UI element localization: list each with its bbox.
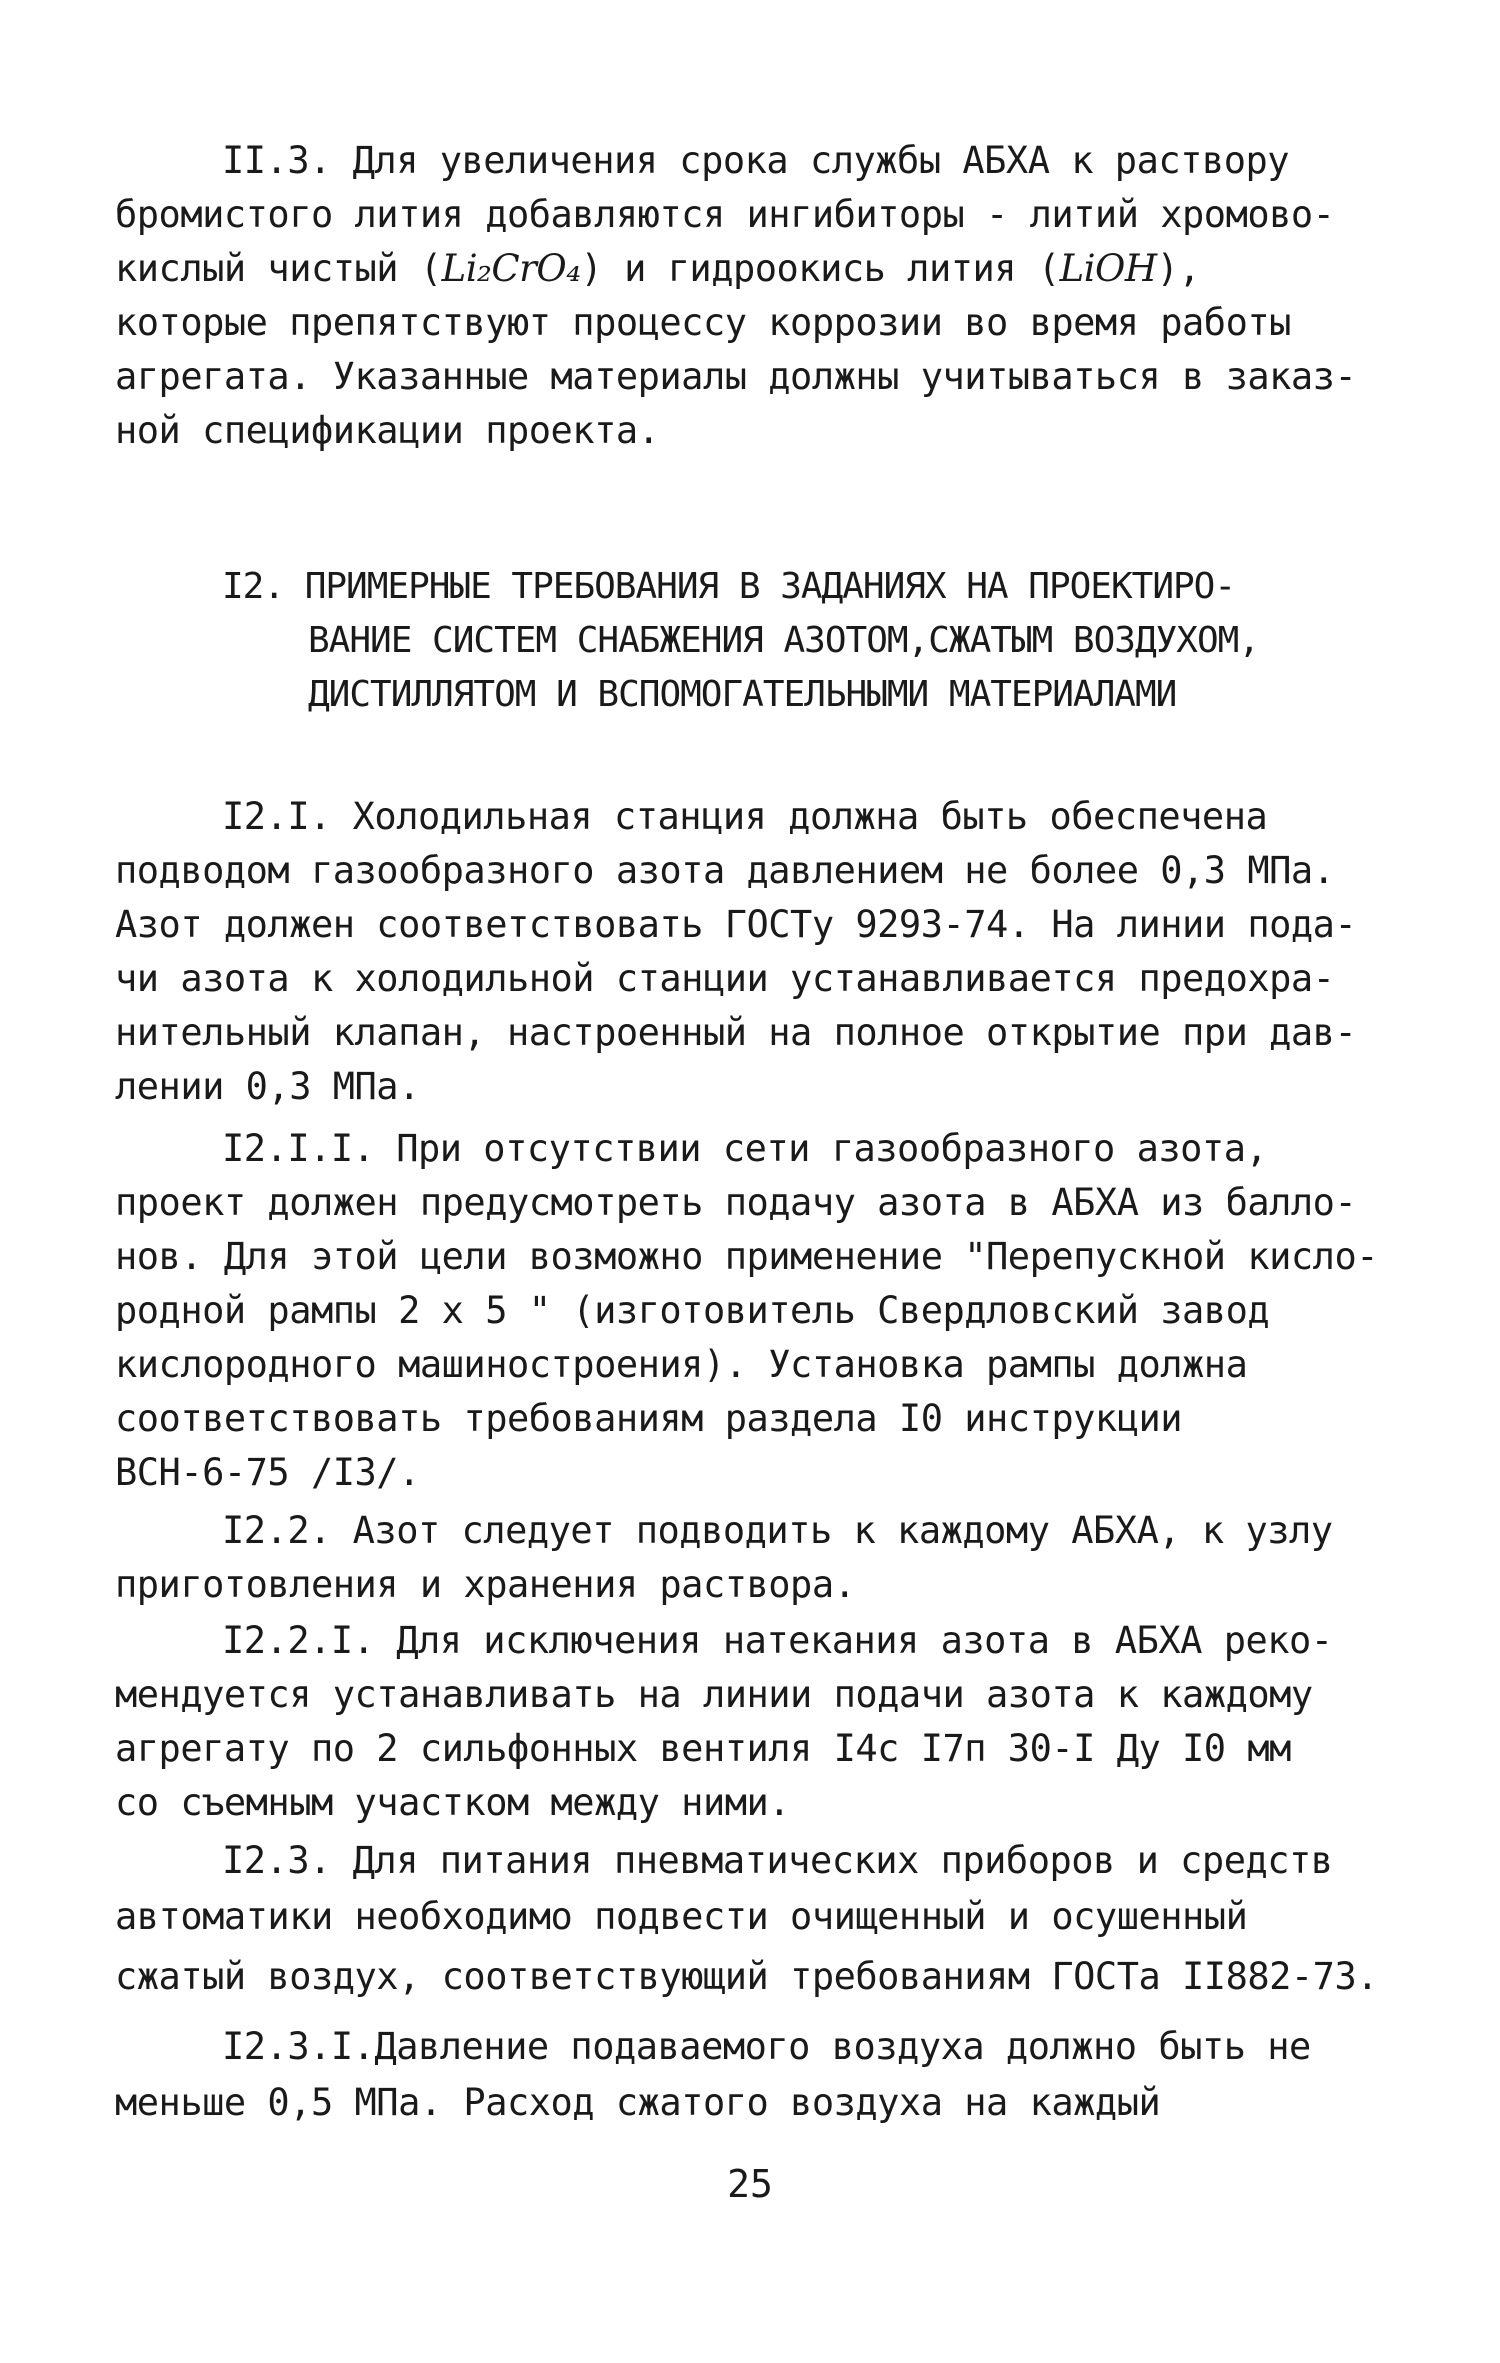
chemical-formula: Li₂CrO₄	[441, 247, 581, 290]
text-line: родной рампы 2 x 5 " (изготовитель Свердловский завод	[115, 1289, 1270, 1332]
text-line: Азот должен соответствовать ГОСТу 9293-74. На линии пода-	[115, 903, 1357, 946]
section-heading: I2. ПРИМЕРНЫЕ ТРЕБОВАНИЯ В ЗАДАНИЯХ НА ПРОЕКТИРО-	[222, 566, 1236, 607]
text-line: кислородного машиностроения). Установка рампы должна	[115, 1343, 1248, 1386]
text-fragment: кислый чистый (	[115, 247, 442, 290]
text-line: нительный клапан, настроенный на полное открытие при дав-	[115, 1011, 1357, 1054]
section-heading: ВАНИЕ СИСТЕМ СНАБЖЕНИЯ АЗОТОМ,СЖАТЫМ ВОЗДУХОМ,	[308, 620, 1259, 661]
text-line	[115, 245, 1200, 293]
text-line: автоматики необходимо подвести очищенный и осушенный	[115, 1895, 1248, 1938]
text-line: ВСН-6-75 /I3/.	[115, 1451, 420, 1494]
text-line: которые препятствуют процессу коррозии во время работы	[115, 301, 1291, 344]
text-line: агрегата. Указанные материалы должны учитываться в заказ-	[115, 355, 1357, 398]
text-line: ной спецификации проекта.	[115, 409, 660, 452]
text-line: мендуется устанавливать на линии подачи азота к каждому	[115, 1673, 1313, 1716]
text-line: соответствовать требованиям раздела I0 инструкции	[115, 1397, 1183, 1440]
text-line: I2.I.I. При отсутствии сети газообразного азота,	[222, 1127, 1268, 1170]
text-line: меньше 0,5 МПа. Расход сжатого воздуха на каждый	[115, 2081, 1161, 2124]
page-number: 25	[727, 2162, 773, 2206]
text-line: I2.I. Холодильная станция должна быть обеспечена	[222, 795, 1268, 838]
chemical-formula: LiOH	[1059, 247, 1157, 290]
text-line: II.3. Для увеличения срока службы АБХА к раствору	[222, 139, 1290, 182]
text-line: приготовления и хранения раствора.	[115, 1563, 856, 1606]
text-line: проект должен предусмотреть подачу азота в АБХА из балло-	[115, 1181, 1357, 1224]
text-line: нов. Для этой цели возможно применение "Перепускной кисло-	[115, 1235, 1379, 1278]
text-line: лении 0,3 МПа.	[115, 1065, 420, 1108]
text-line: I2.3.I.Давление подаваемого воздуха должно быть не	[222, 2025, 1311, 2068]
section-heading: ДИСТИЛЛЯТОМ И ВСПОМОГАТЕЛЬНЫМИ МАТЕРИАЛАМИ	[308, 674, 1177, 715]
text-line: чи азота к холодильной станции устанавливается предохра-	[115, 957, 1335, 1000]
text-line: со съемным участком между ними.	[115, 1781, 791, 1824]
text-fragment: ) и гидроокись лития (	[580, 247, 1060, 290]
text-line: I2.2. Азот следует подводить к каждому АБХА, к узлу	[222, 1509, 1333, 1552]
text-line: сжатый воздух, соответствующий требованиям ГОСТа II882-73.	[115, 1955, 1379, 1998]
text-line: агрегату по 2 сильфонных вентиля I4с I7п 30-I Ду I0 мм	[115, 1727, 1291, 1770]
text-line: I2.2.I. Для исключения натекания азота в АБХА реко-	[222, 1619, 1333, 1662]
text-line: I2.3. Для питания пневматических приборов и средств	[222, 1839, 1333, 1882]
text-line: бромистого лития добавляются ингибиторы - литий хромово-	[115, 193, 1335, 236]
text-fragment: ),	[1156, 247, 1201, 290]
text-line: подводом газообразного азота давлением не более 0,3 МПа.	[115, 849, 1335, 892]
